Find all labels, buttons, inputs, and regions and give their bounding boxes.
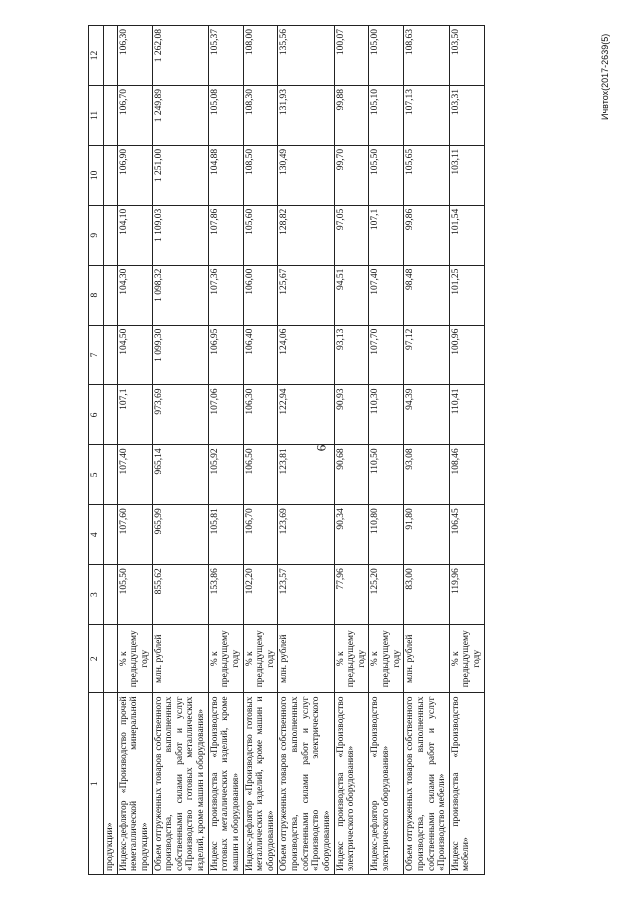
value-cell: 125,67 [278,265,334,325]
unit-cell: млн. рублей [404,625,450,693]
indicator-name: Индекс производства «Производство готовых металлических изделий, кроме машин и оборудования» [208,693,243,875]
value-cell: 100,07 [334,26,369,86]
value-cell: 105,08 [208,85,243,145]
value-cell: 122,94 [278,385,334,445]
value-cell: 105,50 [369,145,404,205]
value-cell: 106,50 [243,445,278,505]
value-cell: 110,41 [449,385,484,445]
document-code: Ичвтох(2017-2639(5) [600,33,610,120]
value-cell: 94,39 [404,385,450,445]
table-row [334,26,369,875]
data-table [88,25,485,875]
value-cell: 93,13 [334,325,369,385]
column-header-12: 12 [89,26,104,86]
value-cell: 1 251,00 [152,145,208,205]
column-header-1: 1 [89,693,104,875]
value-cell: 965,14 [152,445,208,505]
value-cell: 106,70 [117,85,152,145]
value-cell: 106,30 [117,26,152,86]
value-cell [104,26,118,86]
value-cell [104,325,118,385]
value-cell: 106,70 [243,505,278,565]
value-cell: 107,13 [404,85,450,145]
value-cell: 107,1 [369,205,404,265]
value-cell: 105,50 [117,565,152,625]
value-cell: 107,06 [208,385,243,445]
value-cell: 104,30 [117,265,152,325]
unit-cell: % к предыдущему году [369,625,404,693]
value-cell: 1 109,03 [152,205,208,265]
value-cell: 90,68 [334,445,369,505]
value-cell: 103,31 [449,85,484,145]
value-cell: 131,93 [278,85,334,145]
value-cell: 135,56 [278,26,334,86]
value-cell: 105,10 [369,85,404,145]
unit-cell: млн. рублей [278,625,334,693]
table-row [449,26,484,875]
table-row [404,26,450,875]
table-row [117,26,152,875]
value-cell [104,85,118,145]
column-header-7: 7 [89,325,104,385]
value-cell: 108,30 [243,85,278,145]
column-header-10: 10 [89,145,104,205]
value-cell: 105,65 [404,145,450,205]
value-cell: 104,88 [208,145,243,205]
column-header-4: 4 [89,505,104,565]
value-cell: 101,54 [449,205,484,265]
value-cell: 110,80 [369,505,404,565]
unit-cell: % к предыдущему году [243,625,278,693]
value-cell: 106,30 [243,385,278,445]
value-cell: 106,95 [208,325,243,385]
value-cell: 97,05 [334,205,369,265]
value-cell: 90,34 [334,505,369,565]
value-cell: 99,88 [334,85,369,145]
value-cell: 130,49 [278,145,334,205]
value-cell: 107,40 [369,265,404,325]
column-header-11: 11 [89,85,104,145]
column-header-2: 2 [89,625,104,693]
value-cell: 94,51 [334,265,369,325]
unit-cell: % к предыдущему году [449,625,484,693]
value-cell: 123,57 [278,565,334,625]
unit-cell: % к предыдущему году [117,625,152,693]
table-body [104,26,485,875]
value-cell: 123,81 [278,445,334,505]
column-header-8: 8 [89,265,104,325]
value-cell: 107,70 [369,325,404,385]
indicator-name: Объем отгруженных товаров собственного производства, выполненных собственными силами работ и услуг «Производство электрического оборудования» [278,693,334,875]
value-cell: 99,86 [404,205,450,265]
value-cell: 105,60 [243,205,278,265]
value-cell [104,205,118,265]
indicator-name: Индекс-дефлятор «Производство готовых металлических изделий, кроме машин и оборудования» [243,693,278,875]
unit-cell: % к предыдущему году [334,625,369,693]
table-row [208,26,243,875]
value-cell: 83,00 [404,565,450,625]
value-cell: 855,62 [152,565,208,625]
value-cell: 103,11 [449,145,484,205]
value-cell: 102,20 [243,565,278,625]
unit-cell: % к предыдущему году [208,625,243,693]
value-cell [104,145,118,205]
value-cell: 128,82 [278,205,334,265]
value-cell: 1 262,08 [152,26,208,86]
value-cell: 100,96 [449,325,484,385]
value-cell: 107,1 [117,385,152,445]
value-cell: 103,50 [449,26,484,86]
value-cell: 1 098,32 [152,265,208,325]
table-container [88,25,578,875]
value-cell [104,565,118,625]
unit-cell: млн. рублей [152,625,208,693]
indicator-name: Индекс-дефлятор «Производство электрического оборудования» [369,693,404,875]
indicator-name: Индекс производства «Производство электрического оборудования» [334,693,369,875]
value-cell: 105,92 [208,445,243,505]
value-cell: 93,08 [404,445,450,505]
value-cell: 105,37 [208,26,243,86]
value-cell: 153,86 [208,565,243,625]
value-cell: 1 249,89 [152,85,208,145]
value-cell: 107,60 [117,505,152,565]
value-cell: 110,50 [369,445,404,505]
value-cell: 119,96 [449,565,484,625]
value-cell: 124,06 [278,325,334,385]
value-cell [104,505,118,565]
value-cell: 77,96 [334,565,369,625]
table-row [278,26,334,875]
value-cell: 108,00 [243,26,278,86]
value-cell: 99,70 [334,145,369,205]
value-cell: 105,00 [369,26,404,86]
table-row [243,26,278,875]
column-header-3: 3 [89,565,104,625]
table-row [369,26,404,875]
value-cell: 104,10 [117,205,152,265]
value-cell: 108,63 [404,26,450,86]
value-cell: 107,86 [208,205,243,265]
value-cell: 106,90 [117,145,152,205]
value-cell: 107,40 [117,445,152,505]
value-cell: 97,12 [404,325,450,385]
unit-cell [104,625,118,693]
value-cell [104,385,118,445]
indicator-name: Индекс-дефлятор «Производство прочей неметаллической минеральной продукции» [117,693,152,875]
value-cell: 104,50 [117,325,152,385]
value-cell: 125,20 [369,565,404,625]
value-cell: 107,36 [208,265,243,325]
value-cell: 108,50 [243,145,278,205]
value-cell: 91,80 [404,505,450,565]
value-cell: 98,48 [404,265,450,325]
indicator-name: Индекс производства «Производство мебели» [449,693,484,875]
indicator-name: Объем отгруженных товаров собственного производства, выполненных собственными силами работ и услуг «Производство мебели» [404,693,450,875]
value-cell [104,265,118,325]
page-number: 6 [313,444,329,452]
indicator-name: продукции» [104,693,118,875]
value-cell: 965,99 [152,505,208,565]
column-header-5: 5 [89,445,104,505]
value-cell: 90,93 [334,385,369,445]
value-cell: 106,45 [449,505,484,565]
table-row [104,26,118,875]
indicator-name: Объем отгруженных товаров собственного производства, выполненных собственными силами работ и услуг «Производство готовых металлических изделий, кроме машин и оборудования» [152,693,208,875]
value-cell: 1 099,30 [152,325,208,385]
value-cell: 101,25 [449,265,484,325]
value-cell: 105,81 [208,505,243,565]
value-cell: 108,46 [449,445,484,505]
value-cell: 106,40 [243,325,278,385]
value-cell: 973,69 [152,385,208,445]
column-header-6: 6 [89,385,104,445]
table-row [152,26,208,875]
header-row [89,26,104,875]
value-cell: 123,69 [278,505,334,565]
column-header-9: 9 [89,205,104,265]
value-cell: 110,30 [369,385,404,445]
value-cell [104,445,118,505]
value-cell: 106,00 [243,265,278,325]
